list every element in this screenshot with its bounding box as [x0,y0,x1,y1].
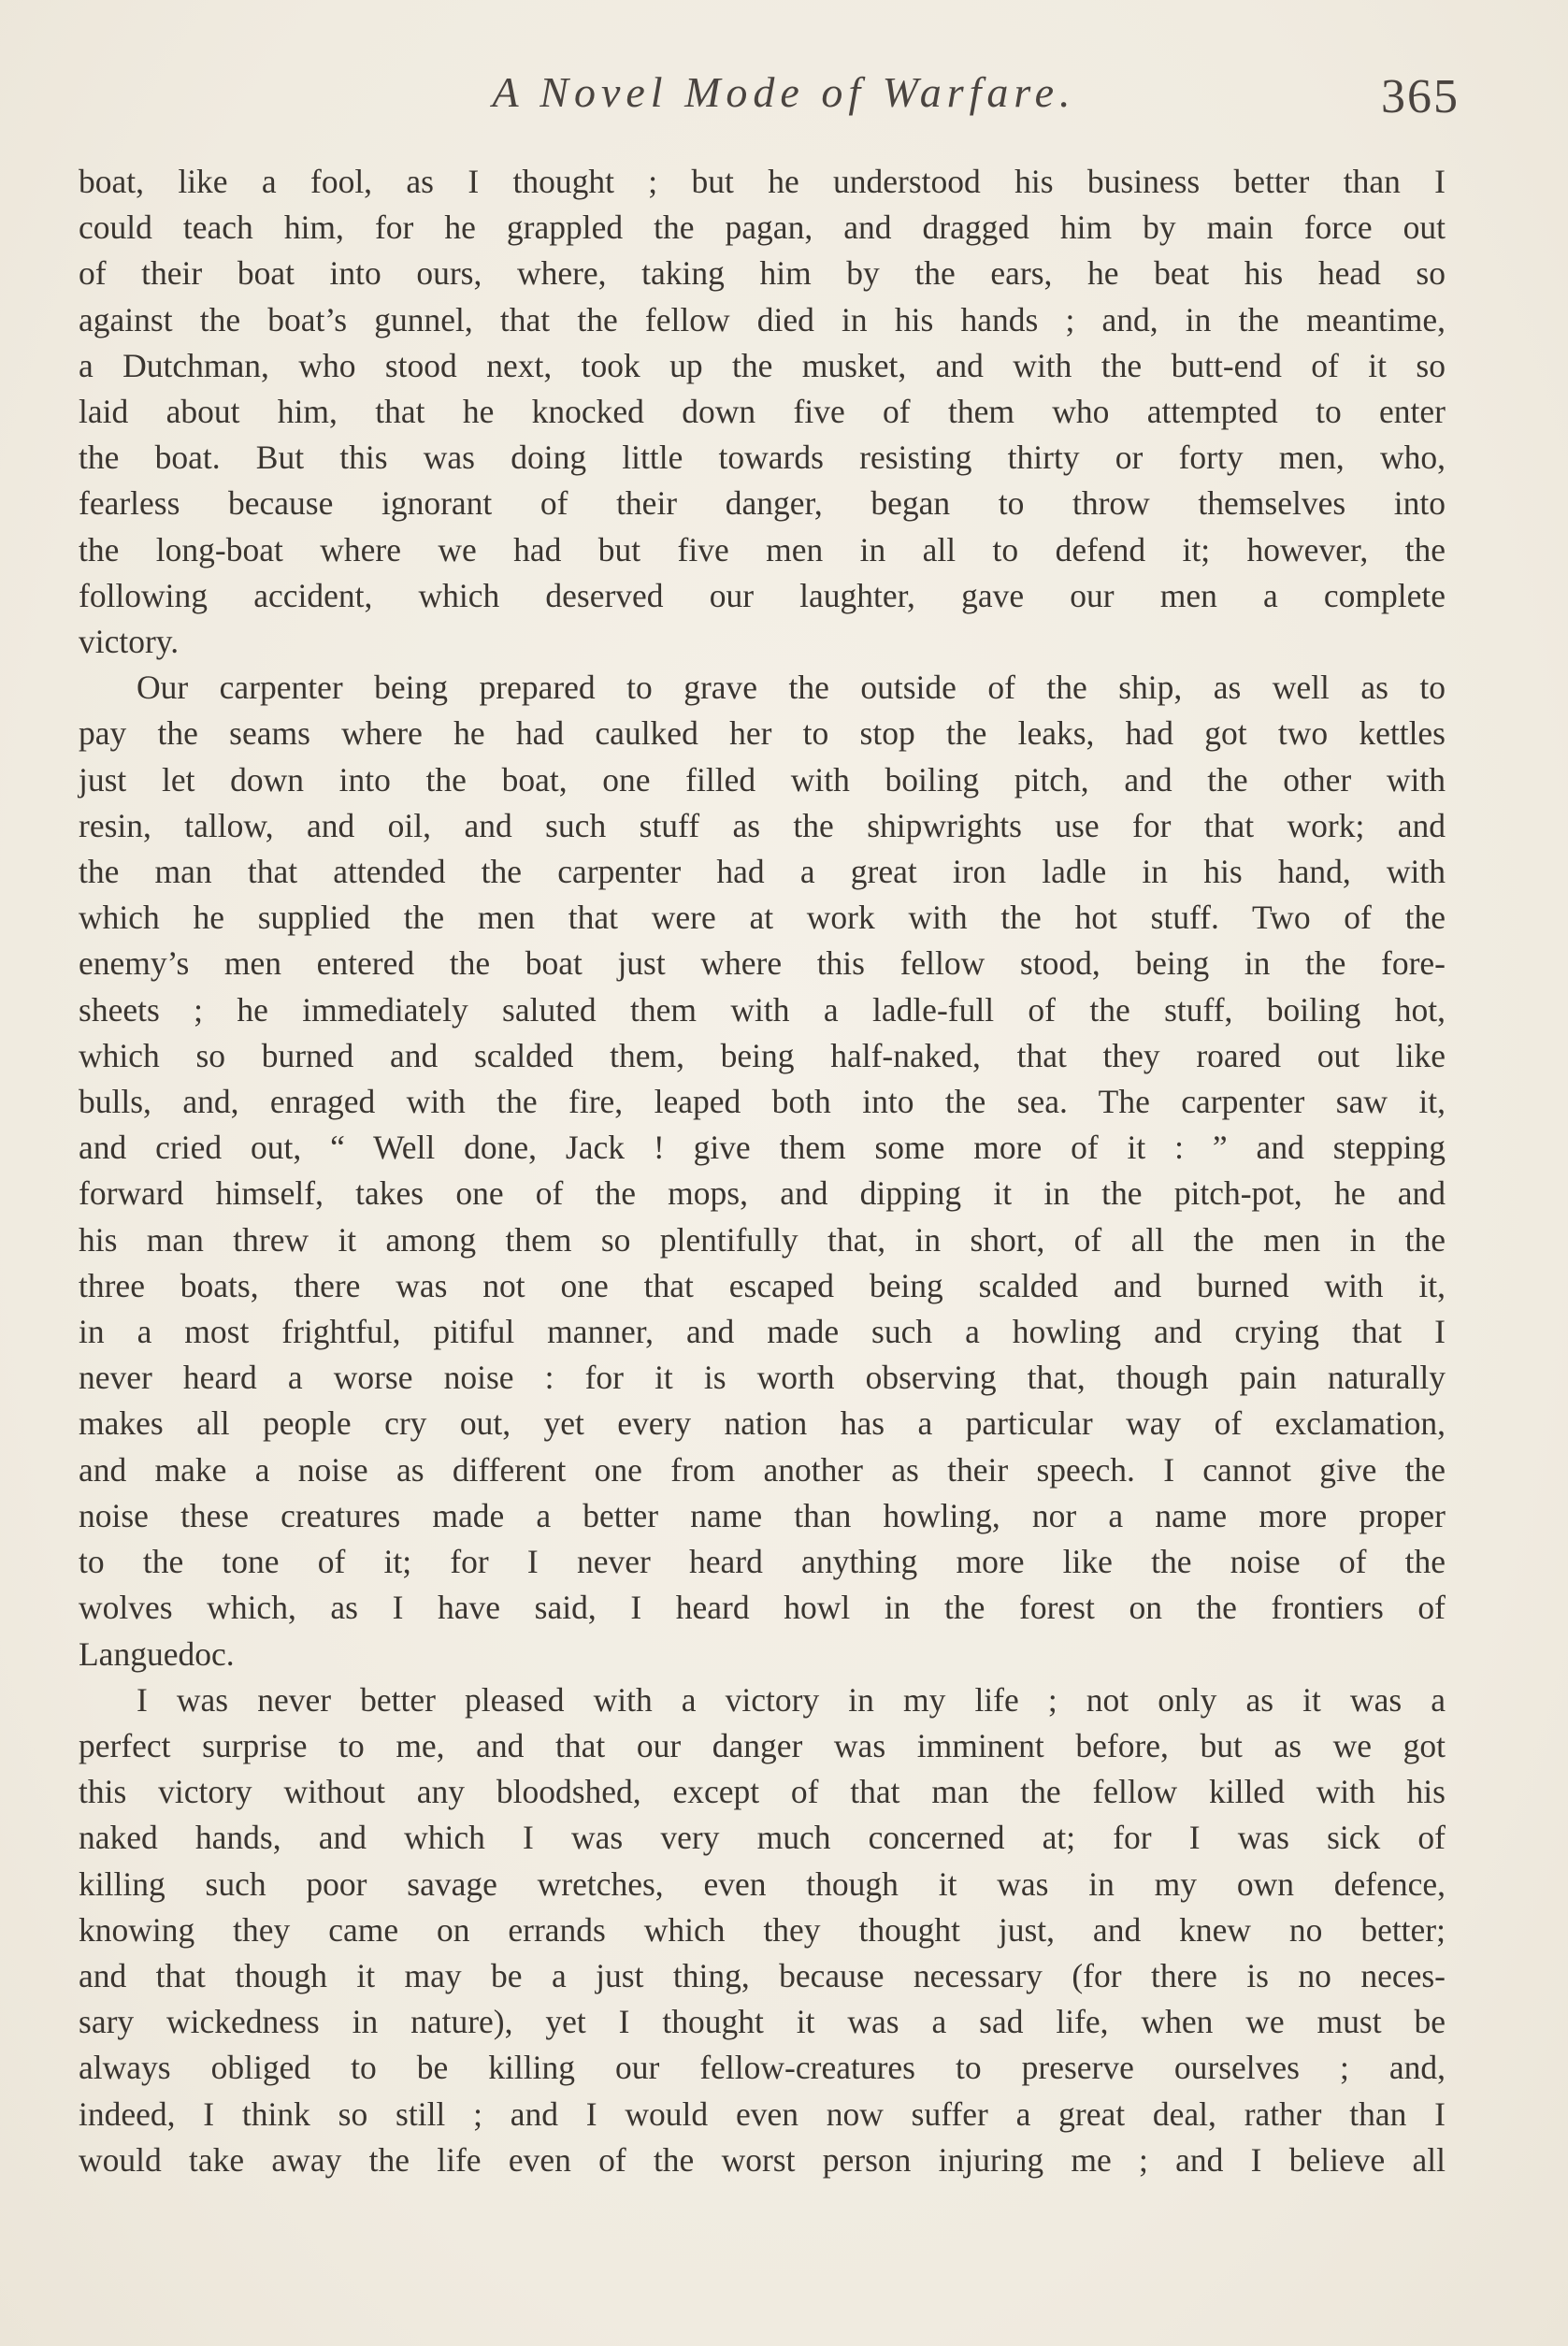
text-line: always obliged to be killing our fellow-creatures to preserve ourselves ; and, [79,2049,1446,2087]
text-line: forward himself, takes one of the mops, and dipping it in the pitch-pot, he and [79,1174,1446,1213]
text-line: to the tone of it; for I never heard anything more like the noise of the [79,1543,1446,1581]
text-line: Our carpenter being prepared to grave the outside of the ship, as well as to [137,669,1446,707]
text-line: perfect surprise to me, and that our danger was imminent before, but as we got [79,1726,1446,1764]
text-line: could teach him, for he grappled the pagan, and dragged him by main force out [79,209,1446,247]
chapter-running-title: A Novel Mode of Warfare. [492,68,1076,116]
paragraph-3 [79,1677,1446,2183]
paragraph-2 [79,665,1446,1677]
text-line: and cried out, “ Well done, Jack ! give them some more of it : ” and stepping [79,1129,1446,1167]
text-line: this victory without any bloodshed, except of that man the fellow killed with his [79,1773,1446,1811]
text-line: following accident, which deserved our laughter, gave our men a complete [79,576,1446,614]
text-line: noise these creatures made a better name than howling, nor a name more proper [79,1496,1446,1534]
text-line: victory. [79,623,180,661]
text-line: which he supplied the men that were at work with the hot stuff. Two of the [79,899,1446,937]
text-line: of their boat into ours, where, taking him by the ears, he beat his head so [79,254,1446,293]
text-line: wolves which, as I have said, I heard howl in the forest on the frontiers of [79,1589,1446,1627]
text-line: in a most frightful, pitiful manner, and made such a howling and crying that I [79,1313,1446,1351]
text-line: boat, like a fool, as I thought ; but he understood his business better than I [79,163,1446,200]
body-text [79,159,1446,2183]
text-line: sheets ; he immediately saluted them with a ladle-full of the stuff, boiling hot, [79,990,1446,1029]
text-line: which so burned and scalded them, being half-naked, that they roared out like [79,1036,1446,1074]
text-line: never heard a worse noise : for it is worth observing that, though pain naturally [79,1359,1446,1397]
text-line: makes all people cry out, yet every nation has a particular way of exclamation, [79,1404,1446,1443]
running-head [75,67,1493,133]
text-line: pay the seams where he had caulked her to stop the leaks, had got two kettles [79,714,1446,753]
text-line: would take away the life even of the worst person injuring me ; and I believe all [79,2140,1446,2179]
text-line: killing such poor savage wretches, even though it was in my own defence, [79,1864,1446,1903]
text-line: and make a noise as different one from another as their speech. I cannot give the [79,1450,1446,1489]
text-line: the man that attended the carpenter had a great iron ladle in his hand, with [79,853,1446,891]
text-line: naked hands, and which I was very much concerned at; for I was sick of [79,1819,1446,1857]
text-line: knowing they came on errands which they thought just, and knew no better; [79,1910,1446,1949]
text-line: laid about him, that he knocked down five of them who attempted to enter [79,393,1446,431]
text-line: indeed, I think so still ; and I would even now suffer a great deal, rather than I [79,2094,1446,2133]
paragraph-1 [79,159,1446,665]
text-line: just let down into the boat, one filled with boiling pitch, and the other with [79,760,1446,799]
page-number: 365 [1381,70,1460,123]
text-line: and that though it may be a just thing, because necessary (for there is no neces- [79,1956,1446,1994]
text-line: sary wickedness in nature), yet I thought it was a sad life, when we must be [79,2003,1446,2041]
text-line: I was never better pleased with a victory in my life ; not only as it was a [137,1680,1446,1719]
text-line: Languedoc. [79,1634,235,1673]
text-line: fearless because ignorant of their danger, began to throw themselves into [79,484,1446,523]
text-line: the long-boat where we had but five men in all to defend it; however, the [79,530,1446,569]
text-line: enemy’s men entered the boat just where this fellow stood, being in the fore- [79,944,1446,983]
text-line: the boat. But this was doing little towards resisting thirty or forty men, who, [79,439,1446,477]
text-line: resin, tallow, and oil, and such stuff as the shipwrights use for that work; and [79,806,1446,844]
text-line: against the boat’s gunnel, that the fellow died in his hands ; and, in the meantime, [79,300,1446,338]
text-line: a Dutchman, who stood next, took up the musket, and with the butt-end of it so [79,346,1446,384]
text-line: three boats, there was not one that escaped being scalded and burned with it, [79,1266,1446,1304]
text-line: his man threw it among them so plentifully that, in short, of all the men in the [79,1220,1446,1259]
text-line: bulls, and, enraged with the fire, leaped both into the sea. The carpenter saw it, [79,1083,1446,1121]
